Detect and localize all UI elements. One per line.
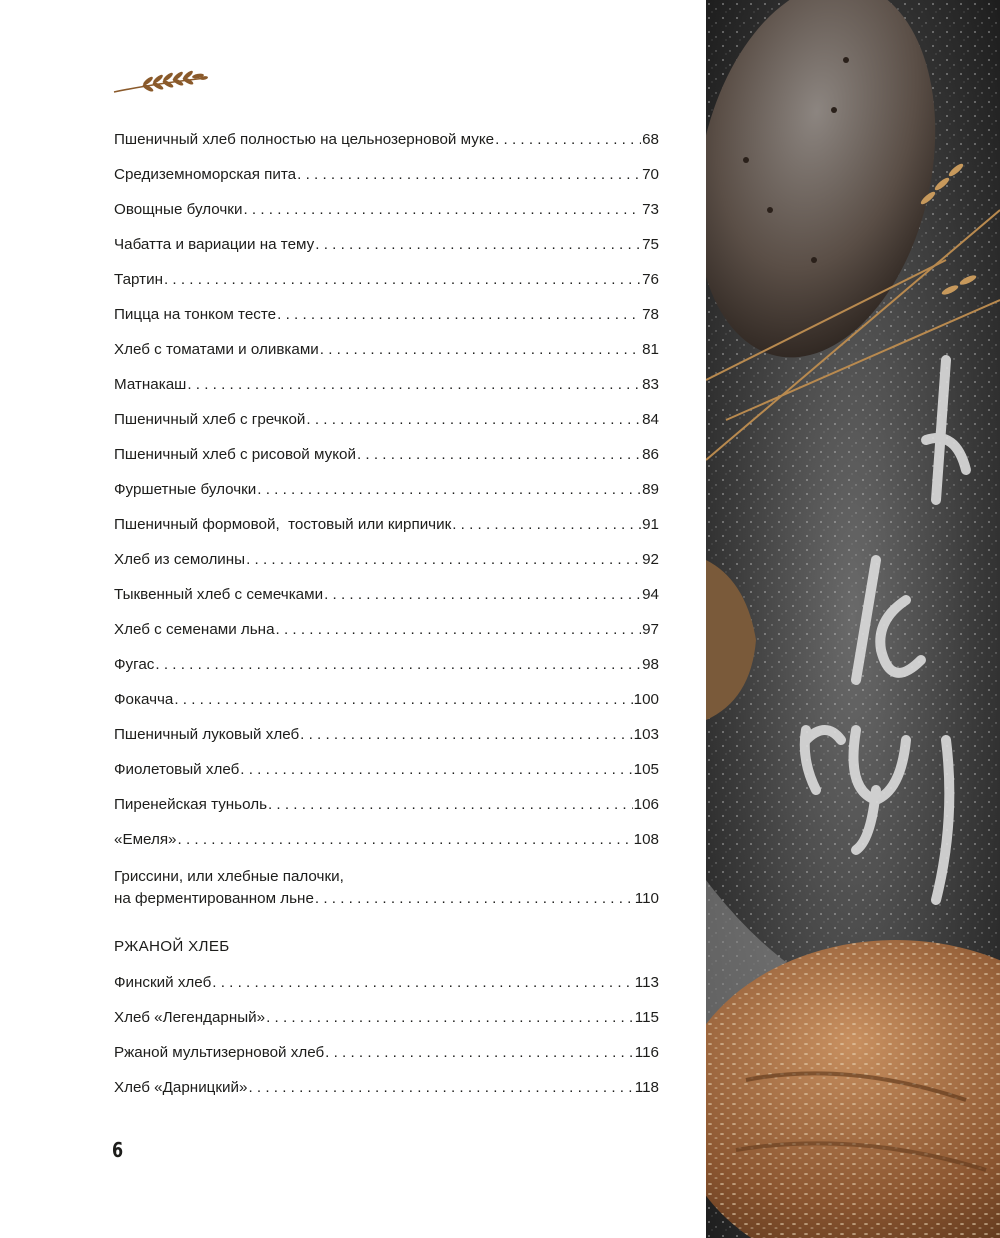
toc-entry-page: 91: [642, 516, 659, 533]
toc-entry-page: 115: [634, 1009, 659, 1026]
toc-entry-title: Фугас: [114, 656, 155, 673]
toc-entry[interactable]: [114, 340, 659, 360]
toc-entry-title: Пшеничный хлеб полностью на цельнозерновой муке: [114, 131, 495, 148]
toc-entry-title: Матнакаш: [114, 376, 187, 393]
toc-entry-title: Хлеб «Легендарный»: [114, 1009, 266, 1026]
toc-entry-page: 94: [642, 586, 659, 603]
toc-entry-title: Хлеб из семолины: [114, 551, 246, 568]
section-heading: РЖАНОЙ ХЛЕБ: [114, 938, 230, 955]
toc-entry-page: 118: [634, 1079, 659, 1096]
toc-entry-title: Пшеничный формовой, тостовый или кирпичик: [114, 516, 452, 533]
toc-entry-page: 113: [634, 974, 659, 991]
dot-leader: [178, 830, 633, 850]
toc-entry[interactable]: [114, 795, 659, 815]
toc-entry[interactable]: [114, 165, 659, 185]
toc-entry-title: Ржаной мультизерновой хлеб: [114, 1044, 325, 1061]
dot-leader: [246, 550, 641, 570]
dot-leader: [243, 200, 641, 220]
toc-entry-title: Финский хлеб: [114, 974, 212, 991]
toc-entry-title: Пшеничный хлеб с гречкой: [114, 411, 306, 428]
dot-leader: [357, 445, 641, 465]
toc-entry[interactable]: [114, 620, 659, 640]
toc-entry[interactable]: [114, 1008, 659, 1028]
dot-leader: [315, 235, 641, 255]
toc-entry-page: 108: [633, 831, 659, 848]
toc-entry-title: Пшеничный хлеб с рисовой мукой: [114, 446, 356, 463]
dot-leader: [268, 795, 633, 815]
toc-entry-title: Средиземноморская пита: [114, 166, 297, 183]
toc-entry[interactable]: [114, 305, 659, 325]
toc-entry-page: 68: [642, 131, 659, 148]
toc-entry-title: Хлеб с томатами и оливками: [114, 341, 319, 358]
dot-leader: [495, 130, 641, 150]
toc-entry-page: 100: [633, 691, 659, 708]
toc-entry-title: «Емеля»: [114, 831, 177, 848]
dot-leader: [174, 690, 632, 710]
dot-leader: [297, 165, 641, 185]
toc-entry-page: 116: [634, 1044, 659, 1061]
toc-entry[interactable]: [114, 410, 659, 430]
dot-leader: [277, 305, 641, 325]
toc-entry-page: 75: [642, 236, 659, 253]
page-number: 6: [112, 1138, 124, 1162]
toc-entry[interactable]: [114, 585, 659, 605]
toc-entry-page: 106: [633, 796, 659, 813]
dot-leader: [212, 973, 634, 993]
toc-entry-page: 83: [642, 376, 659, 393]
toc-entry[interactable]: [114, 235, 659, 255]
toc-entry[interactable]: [114, 1043, 659, 1063]
toc-entry-title: Тыквенный хлеб с семечками: [114, 586, 324, 603]
wheat-ear-icon: [112, 68, 208, 96]
toc-entry-page: 105: [633, 761, 659, 778]
toc-entry-title: Фиолетовый хлеб: [114, 761, 240, 778]
dot-leader: [155, 655, 641, 675]
toc-entry-title: Пшеничный луковый хлеб: [114, 726, 300, 743]
toc-entry-title: Чабатта и вариации на тему: [114, 236, 315, 253]
toc-entry[interactable]: [114, 515, 659, 535]
toc-entry-page: 76: [642, 271, 659, 288]
dot-leader: [315, 888, 634, 910]
toc-entry-title: Тартин: [114, 271, 163, 288]
dot-leader: [324, 585, 641, 605]
toc-entry-multiline[interactable]: [114, 866, 659, 910]
bread-photo: [706, 0, 1000, 1238]
dot-leader: [276, 620, 642, 640]
toc-entry[interactable]: [114, 445, 659, 465]
toc-entry[interactable]: [114, 270, 659, 290]
toc-entry[interactable]: [114, 760, 659, 780]
toc-entry[interactable]: [114, 200, 659, 220]
toc-entry-page: 98: [642, 656, 659, 673]
dot-leader: [300, 725, 632, 745]
toc-entry-page: 86: [642, 446, 659, 463]
toc-entry-page: 81: [642, 341, 659, 358]
toc-entry[interactable]: [114, 973, 659, 993]
dot-leader: [187, 375, 641, 395]
toc-entry[interactable]: [114, 1078, 659, 1098]
dot-leader: [257, 480, 641, 500]
toc-entry[interactable]: [114, 725, 659, 745]
toc-entry-page: 97: [642, 621, 659, 638]
toc-entry-page: 92: [642, 551, 659, 568]
dot-leader: [266, 1008, 634, 1028]
toc-entry-page: 110: [634, 890, 659, 907]
dot-leader: [306, 410, 641, 430]
toc-entry-page: 73: [642, 201, 659, 218]
toc-entry[interactable]: [114, 375, 659, 395]
toc-entry-page: 84: [642, 411, 659, 428]
toc-entry-title: Овощные булочки: [114, 201, 243, 218]
toc-entry-page: 89: [642, 481, 659, 498]
toc-entry-page: 78: [642, 306, 659, 323]
toc-entry-title: Фокачча: [114, 691, 174, 708]
bread-photo-illustration: [706, 0, 1000, 1238]
toc-entry[interactable]: [114, 130, 659, 150]
toc-entry-title: Хлеб «Дарницкий»: [114, 1079, 248, 1096]
dot-leader: [248, 1078, 633, 1098]
toc-entry-title: Фуршетные булочки: [114, 481, 257, 498]
toc-entry[interactable]: [114, 550, 659, 570]
dot-leader: [320, 340, 641, 360]
toc-entry-title-line1: Гриссини, или хлебные палочки,: [114, 868, 344, 885]
toc-entry[interactable]: [114, 830, 659, 850]
toc-entry[interactable]: [114, 690, 659, 710]
dot-leader: [240, 760, 632, 780]
dot-leader: [452, 515, 641, 535]
toc-entry-title-line2: на ферментированном льне: [114, 890, 314, 907]
toc-entry[interactable]: [114, 480, 659, 500]
dot-leader: [325, 1043, 634, 1063]
toc-entry-page: 70: [642, 166, 659, 183]
toc-entry-title: Пиренейская туньоль: [114, 796, 267, 813]
toc-entry-title: Пицца на тонком тесте: [114, 306, 277, 323]
toc-entry-page: 103: [633, 726, 659, 743]
toc-entry[interactable]: [114, 655, 659, 675]
dot-leader: [164, 270, 641, 290]
toc-entry-title: Хлеб с семенами льна: [114, 621, 275, 638]
